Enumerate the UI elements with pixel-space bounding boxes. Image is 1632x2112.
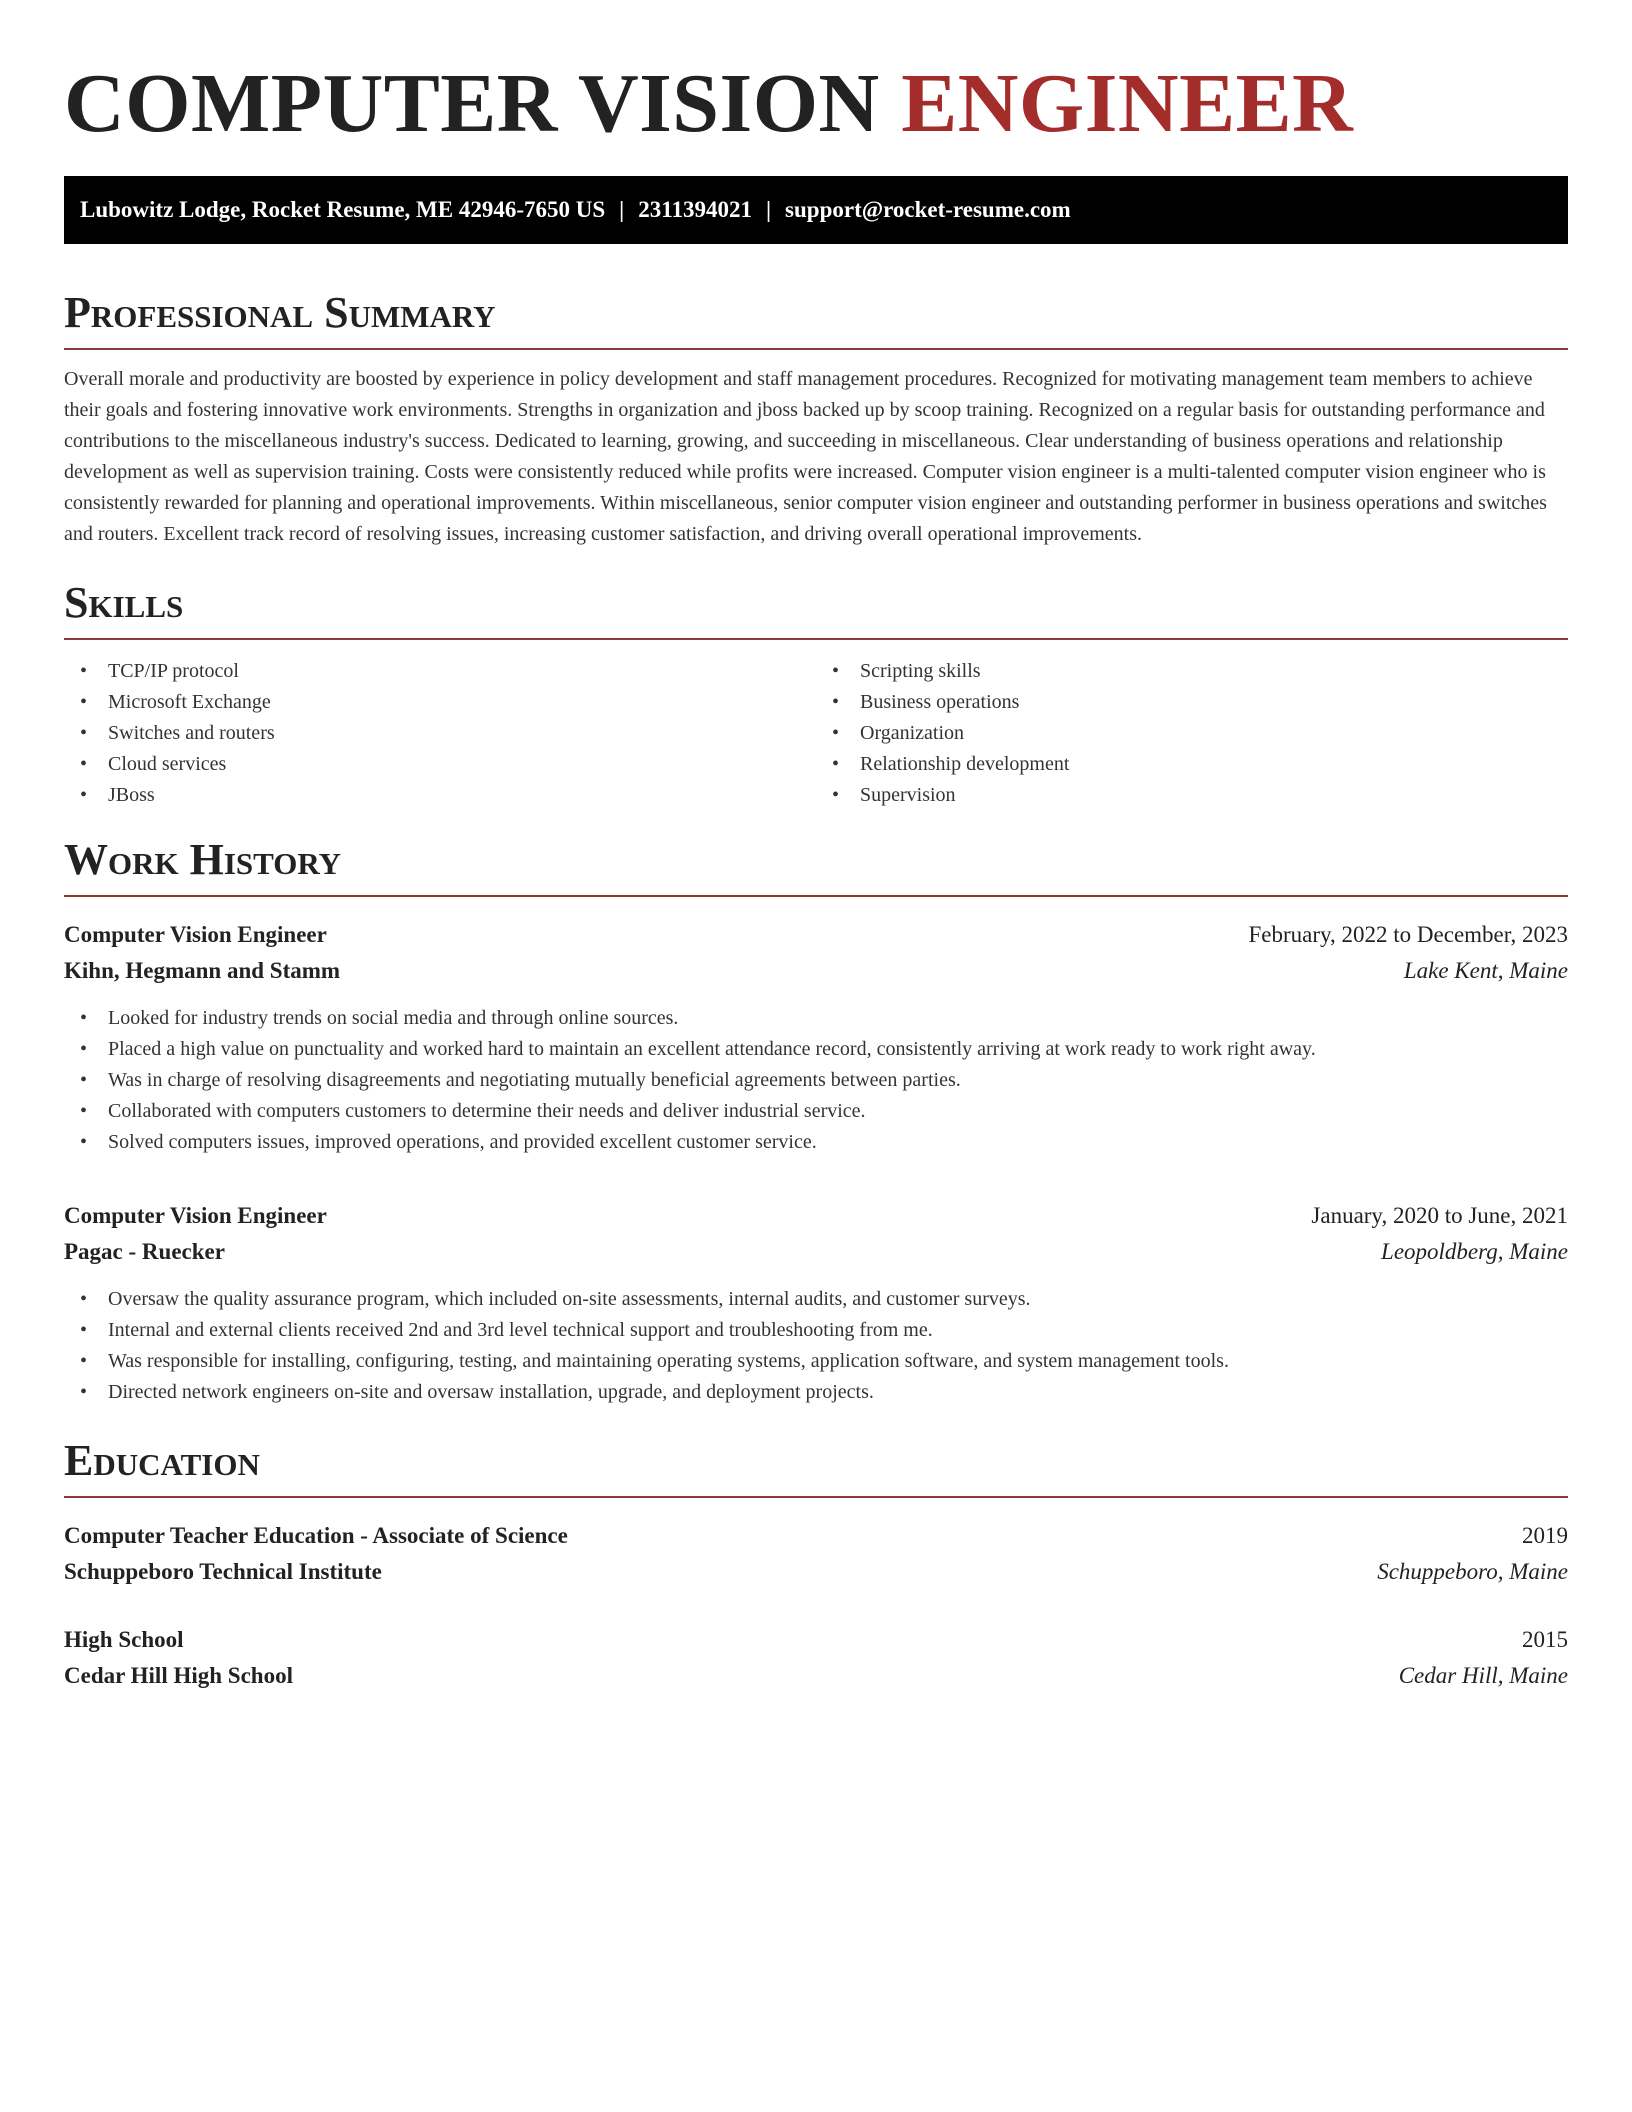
school-location: Schuppeboro, Maine	[1377, 1559, 1568, 1584]
degree-name: Computer Teacher Education - Associate of Science	[64, 1523, 568, 1548]
work-entry	[64, 917, 1568, 1158]
job-location: Leopoldberg, Maine	[1381, 1239, 1568, 1264]
school-name: Cedar Hill High School	[64, 1663, 293, 1688]
job-location: Lake Kent, Maine	[1403, 958, 1568, 983]
job-duties	[64, 1284, 1568, 1408]
summary-text: Overall morale and productivity are boosted by experience in policy development and staff management procedures. Recognized for motivating management team members to achieve their goals and fostering innovative work environments. Strengths in organization and jboss backed up by scoop training. Recognized on a regular basis for outstanding performance and contributions to the miscellaneous industry's success. Dedicated to learning, growing, and succeeding in miscellaneous. Clear understanding of business operations and relationship development as well as supervision training. Costs were consistently reduced while profits were increased. Computer vision engineer is a multi-talented computer vision engineer who is consistently rewarded for planning and operational improvements. Within miscellaneous, senior computer vision engineer and outstanding performer in business operations and switches and routers. Excellent track record of resolving issues, increasing customer satisfaction, and driving overall operational improvements.	[64, 368, 1547, 545]
skill-item: • TCP/IP protocol	[64, 656, 816, 687]
education-entry-header	[64, 1622, 1568, 1658]
contact-phone: 2311394021	[638, 197, 752, 222]
job-title: Computer Vision Engineer	[64, 1203, 327, 1228]
duty-item: • Was in charge of resolving disagreements and negotiating mutually beneficial agreements between parties.	[64, 1065, 1568, 1096]
duty-item: • Internal and external clients received 2nd and 3rd level technical support and troubleshooting from me.	[64, 1315, 1568, 1346]
skills-column-right	[816, 656, 1568, 811]
contact-separator: |	[765, 197, 772, 222]
education-heading: Education	[64, 1436, 1568, 1498]
duty-item: • Directed network engineers on-site and oversaw installation, upgrade, and deployment projects.	[64, 1377, 1568, 1408]
job-title: Computer Vision Engineer	[64, 922, 327, 947]
education-entry-subheader	[64, 1658, 1568, 1694]
title-accent: ENGINEER	[901, 57, 1354, 150]
job-duties	[64, 1003, 1568, 1158]
duty-item: • Was responsible for installing, configuring, testing, and maintaining operating systems, application software, and system management tools.	[64, 1346, 1568, 1377]
skills-grid	[64, 656, 1568, 811]
work-history-heading: Work History	[64, 835, 1568, 897]
skill-item: • Switches and routers	[64, 718, 816, 749]
job-dates: February, 2022 to December, 2023	[1248, 922, 1568, 947]
graduation-year: 2015	[1522, 1627, 1568, 1652]
contact-address: Lubowitz Lodge, Rocket Resume, ME 42946-7650 US	[80, 197, 606, 222]
skill-item: • JBoss	[64, 780, 816, 811]
work-entry-header	[64, 917, 1568, 953]
work-entry-subheader	[64, 1234, 1568, 1270]
job-dates: January, 2020 to June, 2021	[1311, 1203, 1568, 1228]
skills-column-left	[64, 656, 816, 811]
skill-item: • Business operations	[816, 687, 1568, 718]
company-name: Pagac - Ruecker	[64, 1239, 225, 1264]
contact-separator: |	[619, 197, 625, 222]
summary-heading: Professional Summary	[64, 288, 1568, 350]
education-entry-subheader	[64, 1554, 1568, 1590]
education-entry	[64, 1518, 1568, 1590]
duty-item: • Collaborated with computers customers to determine their needs and deliver industrial service.	[64, 1096, 1568, 1127]
graduation-year: 2019	[1522, 1523, 1568, 1548]
work-entry-header	[64, 1198, 1568, 1234]
duty-item: • Solved computers issues, improved operations, and provided excellent customer service.	[64, 1127, 1568, 1158]
contact-bar	[64, 176, 1568, 244]
school-location: Cedar Hill, Maine	[1398, 1663, 1568, 1688]
skill-item: • Relationship development	[816, 749, 1568, 780]
skill-item: • Scripting skills	[816, 656, 1568, 687]
degree-name: High School	[64, 1627, 184, 1652]
title-main: COMPUTER VISION	[64, 57, 880, 150]
work-entry-subheader	[64, 953, 1568, 989]
skills-heading: Skills	[64, 578, 1568, 640]
education-entry	[64, 1622, 1568, 1694]
duty-item: • Oversaw the quality assurance program, which included on-site assessments, internal audits, and customer surveys.	[64, 1284, 1568, 1315]
skill-item: • Supervision	[816, 780, 1568, 811]
company-name: Kihn, Hegmann and Stamm	[64, 958, 341, 983]
education-entry-header	[64, 1518, 1568, 1554]
skill-item: • Organization	[816, 718, 1568, 749]
duty-item: • Looked for industry trends on social media and through online sources.	[64, 1003, 1568, 1034]
contact-email[interactable]: support@rocket-resume.com	[785, 197, 1071, 222]
school-name: Schuppeboro Technical Institute	[64, 1559, 382, 1584]
duty-item: • Placed a high value on punctuality and worked hard to maintain an excellent attendance record, consistently arriving at work ready to work right away.	[64, 1034, 1568, 1065]
work-entry	[64, 1198, 1568, 1408]
skill-item: • Microsoft Exchange	[64, 687, 816, 718]
resume-title	[64, 0, 1568, 176]
skill-item: • Cloud services	[64, 749, 816, 780]
